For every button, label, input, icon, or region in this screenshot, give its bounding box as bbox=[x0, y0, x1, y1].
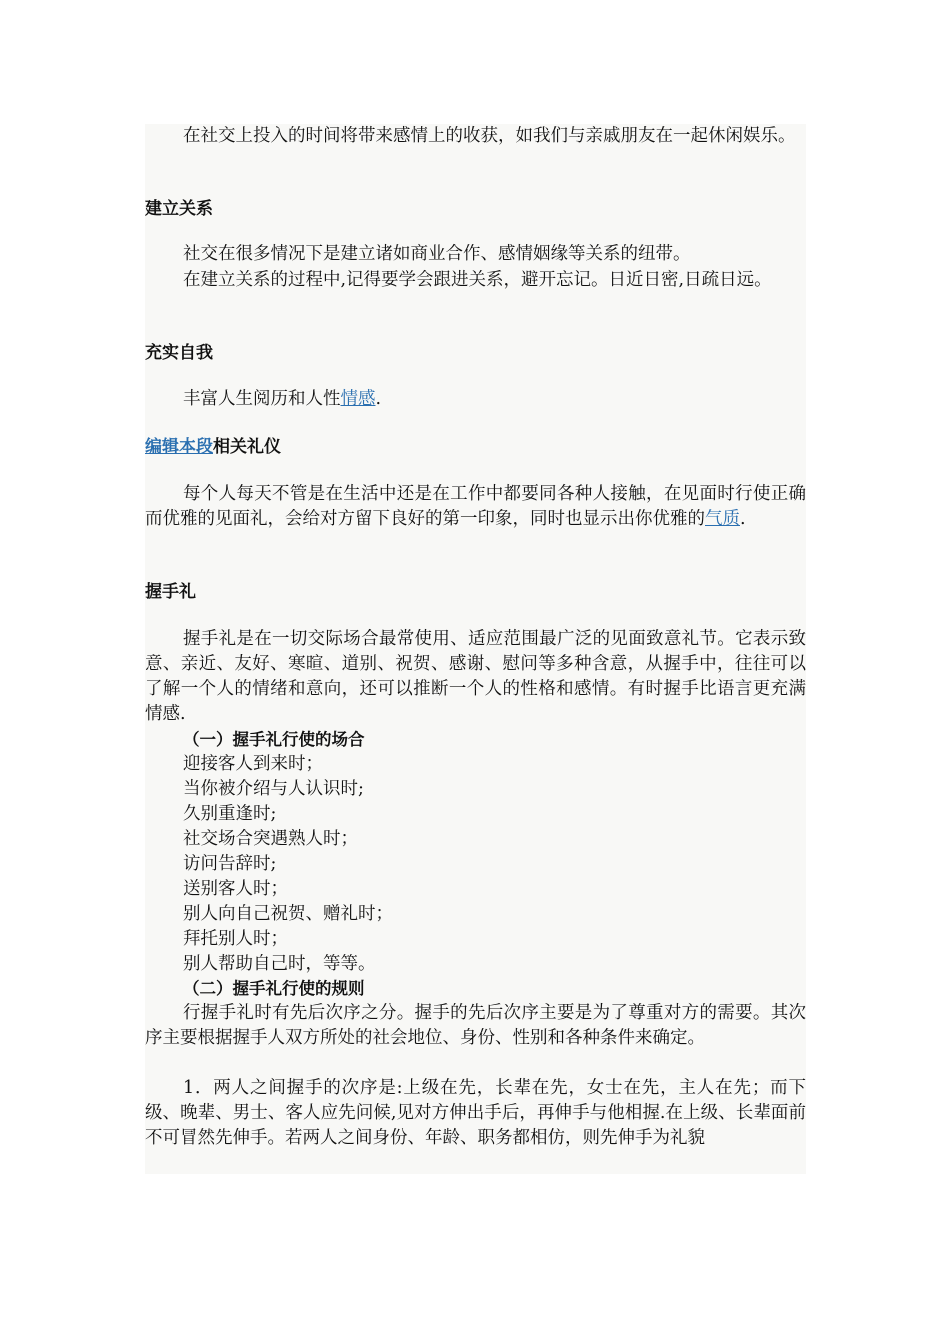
greeting-text: 每个人每天不管是在生活中还是在工作中都要同各种人接触，在见面时行使正确而优雅的见面礼，会给对方留下良好的第一印象，同时也显示出你优雅的 bbox=[145, 484, 806, 529]
subheading-handshake-rules: （二）握手礼行使的规则 bbox=[183, 979, 365, 998]
list-item: 拜托别人时； bbox=[183, 929, 288, 949]
list-item: 送别客人时； bbox=[183, 879, 288, 899]
list-item: 别人向自己祝贺、赠礼时； bbox=[183, 904, 393, 924]
link-temperament[interactable]: 气质 bbox=[705, 509, 740, 529]
link-emotion[interactable]: 情感 bbox=[340, 389, 376, 409]
heading-etiquette-text: 相关礼仪 bbox=[213, 437, 281, 457]
paragraph-relations-bond: 社交在很多情况下是建立诸如商业合作、感情姻缘等关系的纽带。 bbox=[183, 244, 691, 264]
paragraph-greeting-etiquette bbox=[145, 482, 806, 532]
greeting-end: . bbox=[740, 509, 746, 529]
list-item: 久别重逢时; bbox=[183, 804, 277, 824]
heading-related-etiquette bbox=[145, 435, 281, 460]
paragraph-handshake-rule-1: 1．两人之间握手的次序是:上级在先，长辈在先，女士在先，主人在先；而下级、晚辈、男士、客人应先问候,见对方伸出手后，再伸手与他相握.在上级、长辈面前不可冒然先伸手。若两人之间身份、年龄、职务都相仿，则先伸手为礼貌 bbox=[145, 1078, 806, 1148]
enrich-end: . bbox=[375, 389, 382, 409]
paragraph-relations-followup: 在建立关系的过程中,记得要学会跟进关系，避开忘记。日近日密,日疏日远。 bbox=[183, 270, 772, 290]
list-item: 社交场合突遇熟人时； bbox=[183, 829, 358, 849]
list-item: 访问告辞时; bbox=[183, 854, 277, 874]
paragraph-handshake-intro: 握手礼是在一切交际场合最常使用、适应范围最广泛的见面致意礼节。它表示致意、亲近、友好、寒暄、道别、祝贺、感谢、慰问等多种含意，从握手中，往往可以了解一个人的情绪和意向，还可以推断一个人的性格和感情。有时握手比语言更充满情感. bbox=[145, 629, 806, 724]
paragraph-enrich-self bbox=[145, 387, 806, 412]
document-page bbox=[145, 124, 806, 1174]
paragraph-handshake-order: 行握手礼时有先后次序之分。握手的先后次序主要是为了尊重对方的需要。其次序主要根据握手人双方所处的社会地位、身份、性别和各种条件来确定。 bbox=[145, 1003, 806, 1048]
list-item: 当你被介绍与人认识时; bbox=[183, 779, 364, 799]
paragraph-social-time: 在社交上投入的时间将带来感情上的收获，如我们与亲戚朋友在一起休闲娱乐。 bbox=[183, 126, 796, 146]
subheading-handshake-occasions: （一）握手礼行使的场合 bbox=[183, 730, 365, 749]
edit-section-link[interactable]: 编辑本段 bbox=[145, 437, 213, 457]
list-item: 迎接客人到来时； bbox=[183, 754, 323, 774]
enrich-text: 丰富人生阅历和人性 bbox=[183, 389, 341, 409]
list-item: 别人帮助自己时，等等。 bbox=[183, 954, 376, 974]
heading-enrich-self: 充实自我 bbox=[145, 343, 213, 363]
heading-handshake: 握手礼 bbox=[145, 582, 196, 602]
heading-build-relations: 建立关系 bbox=[145, 199, 213, 219]
